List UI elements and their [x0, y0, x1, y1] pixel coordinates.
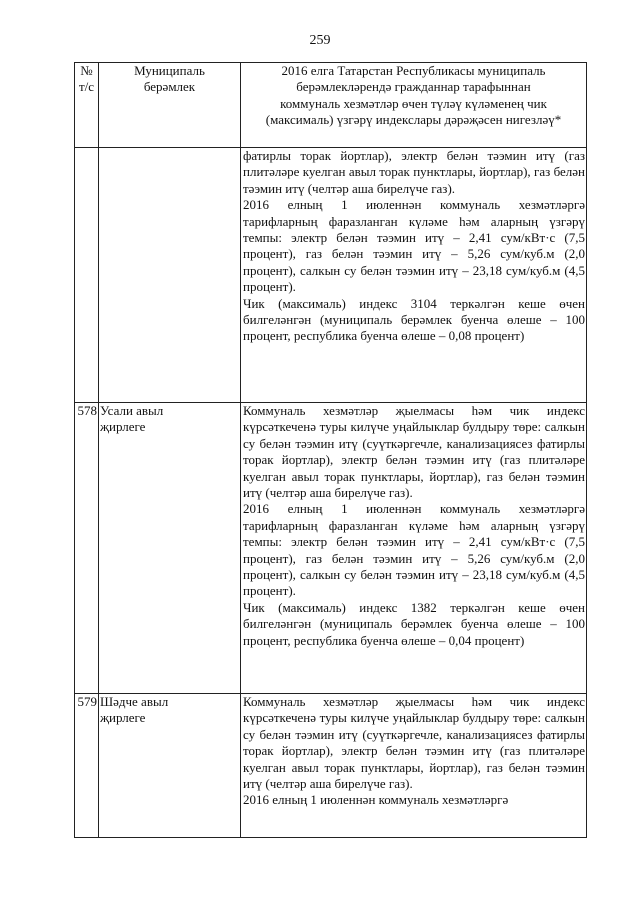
description-paragraph: Коммуналь хезмәтләр җыелмасы һәм чик индекс күрсәткеченә туры килүче уңайлыклар булдыру төре: салкын су белән тәэмин итү (суүткәргечле, канализациясез фатирлы торак йортлар), электр белән тәэмин итү (газ плитәләре куелган авыл торак пунктлары, йортлар), газ белән тәэмин итү (челтәр аша бирелүче газ).: [243, 403, 585, 501]
row-number: 578: [75, 403, 99, 694]
row-municipality: [99, 694, 241, 838]
row-municipality: [99, 403, 241, 694]
municipality-name-line: Усали авыл: [100, 403, 164, 418]
header-description-line: (максималь) үзгәрү индекслары дәрәҗәсен нигезләү*: [265, 112, 562, 128]
description-paragraph: 2016 елның 1 июленнән коммуналь хезмәтләргә тарифларның фаразланган күләме һәм аларның үзгәрү темпы: электр белән тәэмин итү – 2,41 сум/кВт·с (7,5 процент), газ белән тәэмин итү – 5,26 сум/куб.м (2,0 процент), салкын су белән тәэмин итү – 23,18 сум/куб.м (4,5 процент).: [243, 501, 585, 599]
header-municipality-line: Муниципаль: [134, 63, 205, 78]
description-paragraph: 2016 елның 1 июленнән коммуналь хезмәтләргә: [243, 792, 509, 808]
table-row: [75, 148, 587, 403]
row-description: [241, 148, 587, 403]
municipality-name-line: җирлеге: [100, 710, 146, 726]
description-paragraph: Чик (максималь) индекс 3104 теркәлгән кеше өчен билгеләнгән (муниципаль берәмлек буенча өлеше – 100 процент, республика буенча өлеше – 0,08 процент): [243, 295, 585, 344]
header-number-line: т/с: [78, 79, 95, 95]
table-row: [75, 403, 587, 694]
header-description-line: 2016 елга Татарстан Республикасы муниципаль: [281, 63, 546, 78]
description-paragraph: фатирлы торак йортлар), электр белән тәэмин итү (газ плитәләре куелган авыл торак пунктлары, йортлар), газ белән тәэмин итү (челтәр аша бирелүче газ).: [243, 148, 585, 196]
description-paragraph: Коммуналь хезмәтләр җыелмасы һәм чик индекс күрсәткеченә туры килүче уңайлыклар булдыру төре: салкын су белән тәэмин итү (суүткәргечле, канализациясез фатирлы торак йортлар), электр белән тәэмин итү (газ плитәләре куелган авыл торак пунктлары, йортлар), газ белән тәэмин итү (челтәр аша бирелүче газ).: [243, 694, 585, 792]
row-number: [75, 148, 99, 403]
header-number-line: №: [80, 63, 93, 78]
table-row: [75, 694, 587, 838]
header-municipality-line: берәмлек: [143, 79, 196, 95]
header-description-line: берәмлекләрендә гражданнар тарафыннан: [296, 79, 531, 95]
header-description: [241, 63, 587, 148]
header-municipality: [99, 63, 241, 148]
municipality-name-line: җирлеге: [100, 419, 146, 435]
header-description-line: коммуналь хезмәтләр өчен түләү күләменең чик: [280, 95, 547, 111]
header-number: [75, 63, 99, 148]
row-number: 579: [75, 694, 99, 838]
page-number: 259: [309, 33, 331, 48]
row-municipality: [99, 148, 241, 403]
description-paragraph: 2016 елның 1 июленнән коммуналь хезмәтләргә тарифларның фаразланган күләме һәм аларның үзгәрү темпы: электр белән тәэмин итү – 2,41 сум/кВт·с (7,5 процент), газ белән тәэмин итү – 5,26 сум/куб.м (2,0 процент), салкын су белән тәэмин итү – 23,18 сум/куб.м (4,5 процент).: [243, 197, 585, 295]
municipality-name-line: Шәдче авыл: [100, 694, 169, 709]
row-description: [241, 403, 587, 694]
tariff-index-table: [74, 62, 587, 838]
table-header-row: [75, 63, 587, 148]
description-paragraph: Чик (максималь) индекс 1382 теркәлгән кеше өчен билгеләнгән (муниципаль берәмлек буенча өлеше – 100 процент, республика буенча өлеше – 0,04 процент): [243, 599, 585, 648]
row-description: [241, 694, 587, 838]
